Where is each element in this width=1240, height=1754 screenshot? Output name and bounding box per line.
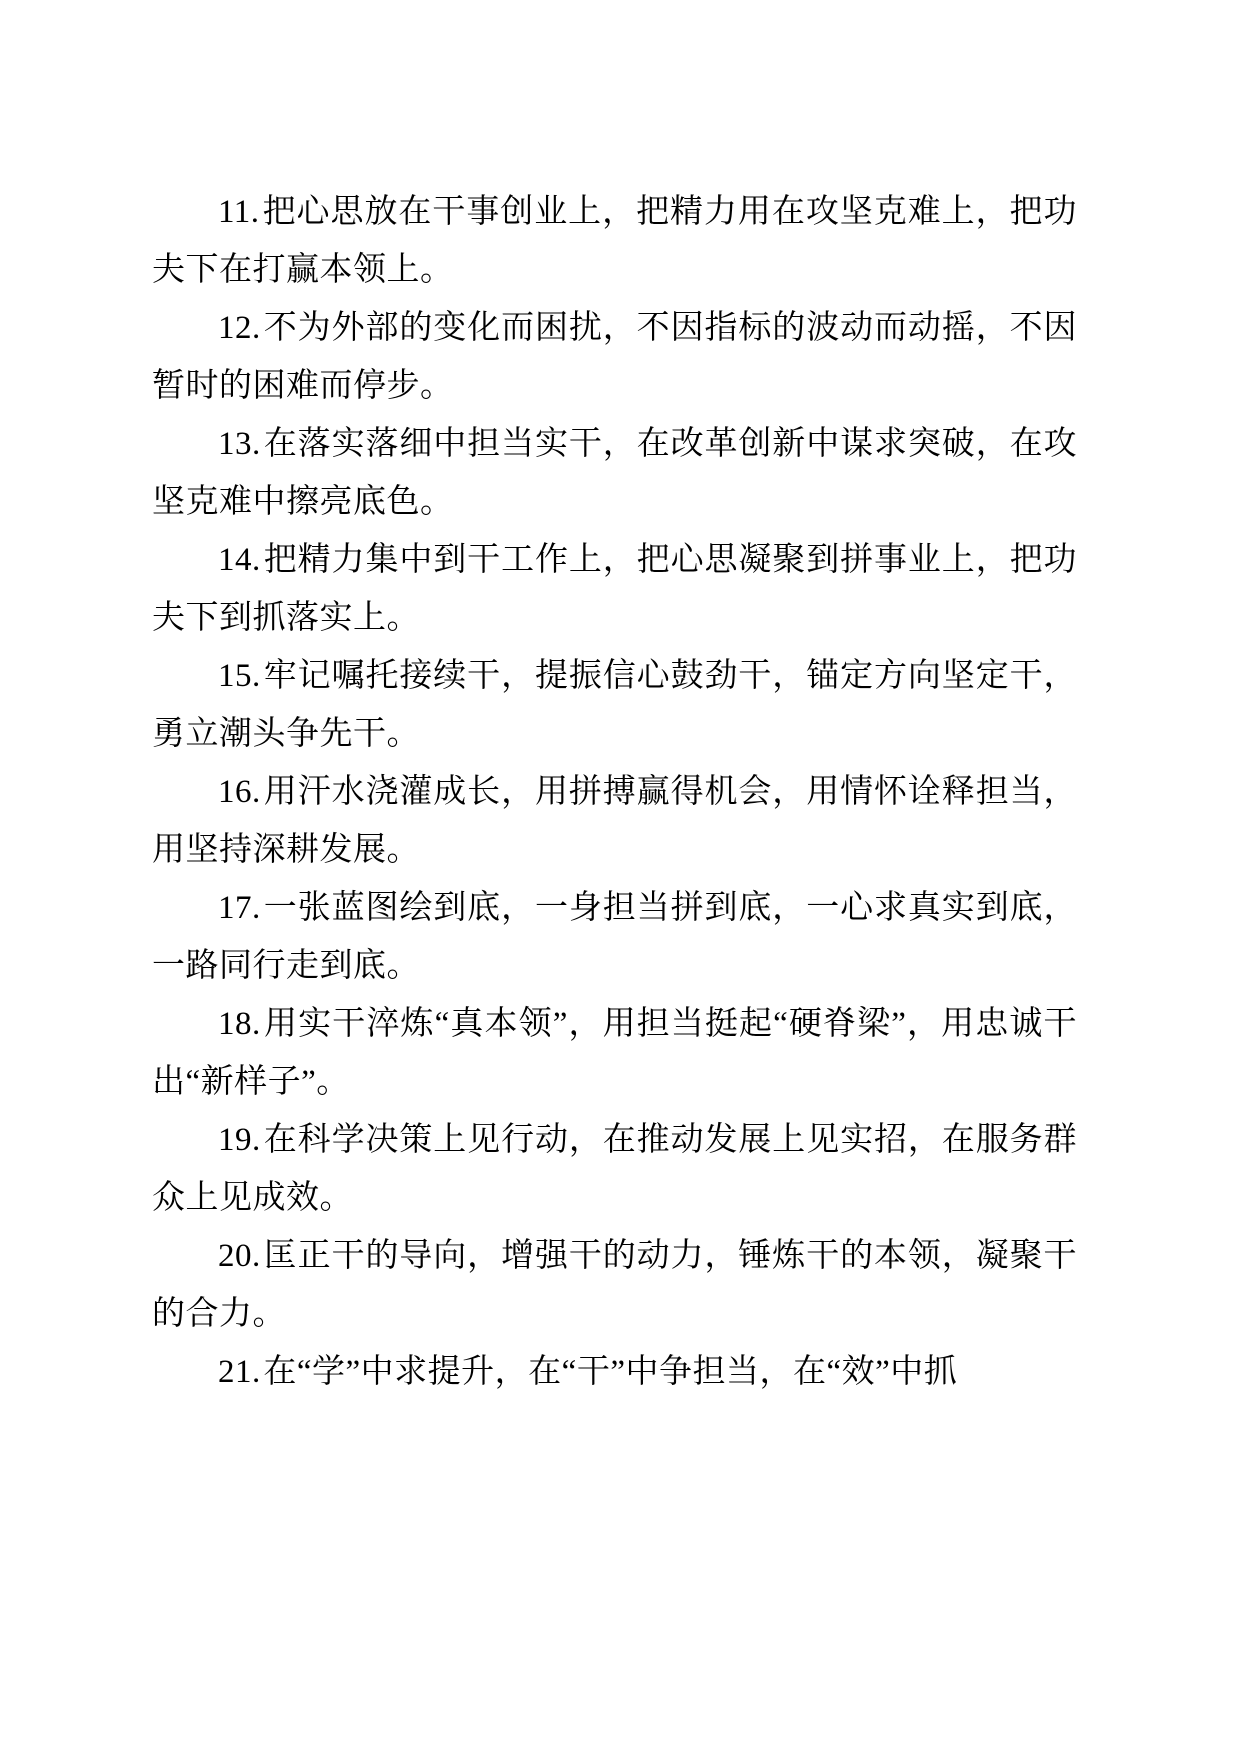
item-text: 一张蓝图绘到底，一身担当拼到底，一心求真实到底，一路同行走到底。	[152, 890, 1077, 984]
item-number: 12.	[218, 310, 261, 346]
item-number: 14.	[218, 542, 261, 578]
item-number: 20.	[218, 1238, 261, 1274]
document-body	[152, 183, 1077, 1401]
item-text: 用实干淬炼“真本领”，用担当挺起“硬脊梁”，用忠诚干出“新样子”。	[152, 1006, 1077, 1100]
list-item-13	[152, 415, 1077, 531]
item-number: 18.	[218, 1006, 261, 1042]
item-number: 16.	[218, 774, 261, 810]
list-item-21	[152, 1343, 1077, 1401]
list-item-15	[152, 647, 1077, 763]
list-item-16	[152, 763, 1077, 879]
item-text: 用汗水浇灌成长，用拼搏赢得机会，用情怀诠释担当，用坚持深耕发展。	[152, 774, 1077, 868]
item-number: 13.	[218, 426, 261, 462]
item-number: 21.	[218, 1354, 261, 1390]
item-text: 不为外部的变化而困扰，不因指标的波动而动摇，不因暂时的困难而停步。	[152, 310, 1077, 404]
item-number: 17.	[218, 890, 261, 926]
item-text: 牢记嘱托接续干，提振信心鼓劲干，锚定方向坚定干，勇立潮头争先干。	[152, 658, 1077, 752]
list-item-12	[152, 299, 1077, 415]
list-item-17	[152, 879, 1077, 995]
item-number: 19.	[218, 1122, 261, 1158]
list-item-11	[152, 183, 1077, 299]
list-item-20	[152, 1227, 1077, 1343]
list-item-18	[152, 995, 1077, 1111]
item-text: 在科学决策上见行动，在推动发展上见实招，在服务群众上见成效。	[152, 1122, 1077, 1216]
item-text: 在落实落细中担当实干，在改革创新中谋求突破，在攻坚克难中擦亮底色。	[152, 426, 1077, 520]
item-number: 11.	[218, 194, 260, 230]
item-number: 15.	[218, 658, 261, 694]
list-item-14	[152, 531, 1077, 647]
item-text: 在“学”中求提升，在“干”中争担当，在“效”中抓	[263, 1354, 958, 1390]
item-text: 匡正干的导向，增强干的动力，锤炼干的本领，凝聚干的合力。	[152, 1238, 1077, 1332]
item-text: 把心思放在干事创业上，把精力用在攻坚克难上，把功夫下在打赢本领上。	[152, 194, 1077, 288]
item-text: 把精力集中到干工作上，把心思凝聚到拼事业上，把功夫下到抓落实上。	[152, 542, 1077, 636]
list-item-19	[152, 1111, 1077, 1227]
